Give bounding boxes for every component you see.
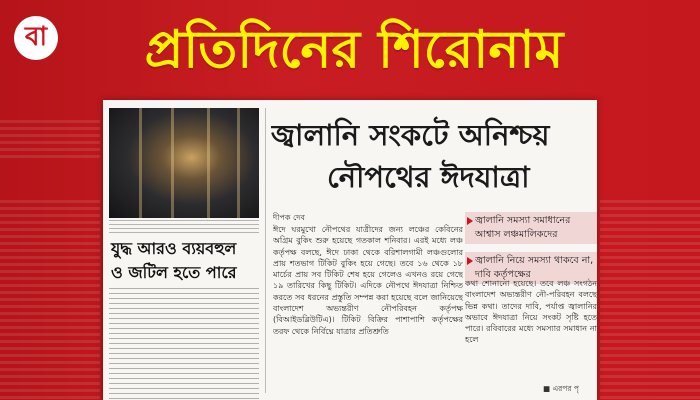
photo-caption [109,220,259,234]
left-story-headline [111,237,261,285]
byline: দীপক দেব [273,213,305,222]
news-photo [109,108,259,218]
column-divider [265,108,266,393]
brand-logo-glyph: বা [24,22,47,52]
main-story-title-line2: নৌপথের ঈদযাত্রা [327,160,530,194]
main-story-headline [271,114,597,198]
continued-marker: ■ এরপর পৃ [543,384,579,393]
ghost-text-lines [0,120,100,160]
main-story-body: ঈদে ঘরমুখো নৌপথের যাত্রীদের জন্য লঞ্চের কেবিনের অগ্রিম বুকিং শুরু হয়েছে গতকাল শনিবার। এরই মধ্যে লঞ্চ কর্তৃপক্ষ বলছে, ঈদে ঢাকা থেকে বরিশালগামী লঞ্চগুলোর প্রায় শতভাগ টিকিট বুকিং হয়ে গেছে। তবে ১৬ থেকে ১৮ মার্চের প্রায় সব টিকিট শেষ হয়ে গেলেও এখনও রয়ে গেছে ১৯ তারিখের কিছু টিকিট। এদিকে নৌপথে ঈদযাত্রা নিশ্চিত করতে সব ধরনের প্রস্তুতি সম্পন্ন করা হয়েছে বলে জানিয়েছে বাংলাদেশ অভ্যন্তরীণ নৌপরিবহন কর্তৃপক্ষ (বিআইডব্লিউটিএ)। টিকিট বিক্রির পাশাপাশি কর্তৃপক্ষের তরফ থেকে নির্বিঘ্নে যাত্রার প্রতিশ্রুতি [273,225,463,336]
brand-logo[interactable] [14,16,58,60]
left-story-body [109,288,259,400]
left-story-title-line2: ও জটিল হতে পারে [111,263,237,282]
main-story-body-continued: কথা শোনানো হয়েছে। তবে লঞ্চ সংগঠন বাংলাদেশ অভ্যন্তরীণ নৌ-পরিবহন বলছে ভিন্ন কথা। তাদের দাবি, পর্যাপ্ত জ্বালানির অভাবে ঈদযাত্রা নিয়ে সংকট সৃষ্টি হতে পারে। রবিবারের মধ্যে সমস্যার সমাধান না হলে [465,279,597,345]
ghost-text-lines [600,200,700,400]
newspaper-page [103,100,597,400]
pull-quote: জ্বালানি নিয়ে সমস্যা থাকবে না, দাবি কর্তৃপক্ষের [465,252,597,284]
page-headline: প্রতিদিনের শিরোনাম [144,20,564,80]
left-story-title-line1: যুদ্ধ আরও ব্যয়বহুল [111,239,237,258]
pull-quote: জ্বালানি সমস্যা সমাধানের আশ্বাস লঞ্চমালিকদের [465,212,597,244]
ghost-text-lines [0,200,100,400]
main-story-title-line1: জ্বালানি সংকটে অনিশ্চয় [271,118,550,152]
